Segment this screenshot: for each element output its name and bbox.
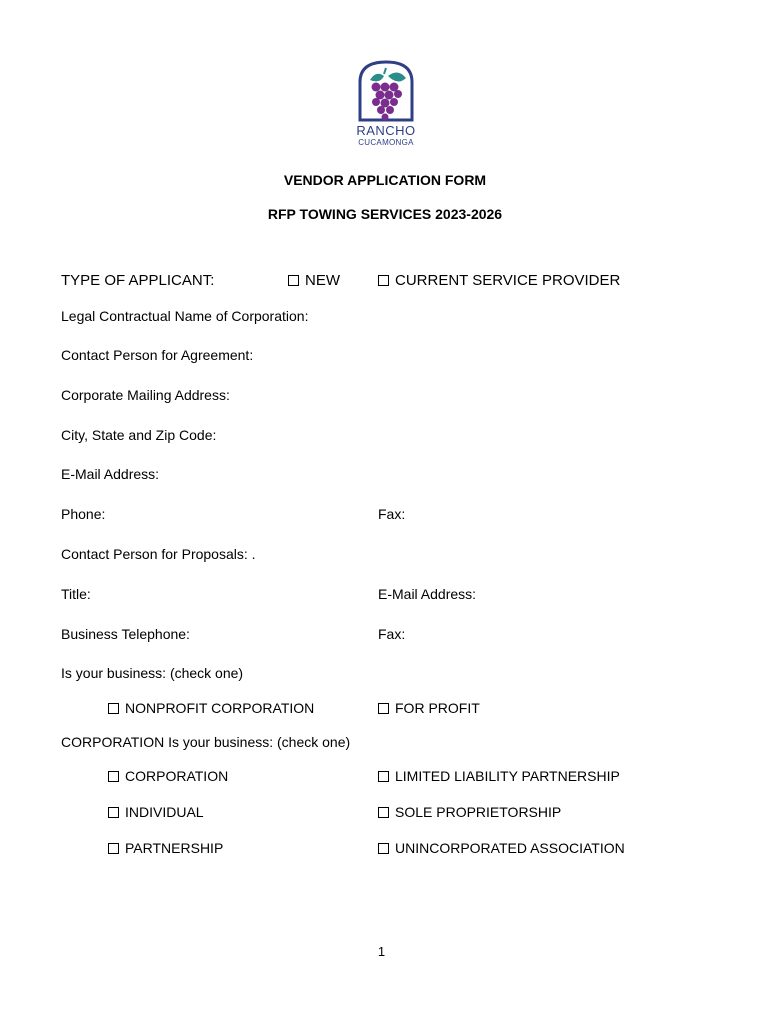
partnership-option[interactable] [108, 840, 223, 856]
nonprofit-label: NONPROFIT CORPORATION [125, 700, 315, 716]
legal-name-label: Legal Contractual Name of Corporation: [61, 308, 309, 324]
logo-text-cucamonga: CUCAMONGA [358, 138, 414, 147]
fax-label: Fax: [378, 506, 406, 522]
current-provider-checkbox[interactable] [378, 275, 389, 286]
individual-checkbox[interactable] [108, 807, 119, 818]
sole-proprietorship-label: SOLE PROPRIETORSHIP [395, 804, 562, 820]
unincorporated-checkbox[interactable] [378, 843, 389, 854]
phone-label: Phone: [61, 506, 106, 522]
applicant-current-option[interactable] [378, 272, 620, 289]
fax2-label: Fax: [378, 626, 406, 642]
unincorporated-option[interactable] [378, 840, 625, 856]
mailing-address-label: Corporate Mailing Address: [61, 387, 230, 403]
nonprofit-option[interactable] [108, 700, 314, 716]
email-label: E-Mail Address: [61, 466, 160, 482]
new-label: NEW [305, 272, 340, 289]
partnership-label: PARTNERSHIP [125, 840, 224, 856]
email2-label: E-Mail Address: [378, 586, 477, 602]
forprofit-label: FOR PROFIT [395, 700, 480, 716]
business-check-label: Is your business: (check one) [61, 665, 244, 681]
individual-option[interactable] [108, 804, 204, 820]
unincorporated-label: UNINCORPORATED ASSOCIATION [395, 840, 625, 856]
contact-agreement-label: Contact Person for Agreement: [61, 347, 254, 363]
applicant-type-label: TYPE OF APPLICANT: [61, 272, 215, 289]
llp-option[interactable] [378, 768, 620, 784]
forprofit-checkbox[interactable] [378, 703, 389, 714]
individual-label: INDIVIDUAL [125, 804, 204, 820]
new-checkbox[interactable] [288, 275, 299, 286]
corp-check-label: CORPORATION Is your business: (check one) [61, 734, 351, 750]
contact-proposals-label: Contact Person for Proposals: . [61, 546, 256, 562]
corporation-option[interactable] [108, 768, 228, 784]
sole-proprietorship-checkbox[interactable] [378, 807, 389, 818]
title-label: Title: [61, 586, 91, 602]
partnership-checkbox[interactable] [108, 843, 119, 854]
forprofit-option[interactable] [378, 700, 480, 716]
corporation-label: CORPORATION [125, 768, 229, 784]
form-subtitle: RFP TOWING SERVICES 2023-2026 [267, 206, 503, 222]
business-telephone-label: Business Telephone: [61, 626, 190, 642]
current-provider-label: CURRENT SERVICE PROVIDER [395, 272, 621, 289]
city-state-zip-label: City, State and Zip Code: [61, 427, 217, 443]
page-number: 1 [377, 944, 386, 959]
form-title: VENDOR APPLICATION FORM [283, 172, 487, 188]
llp-checkbox[interactable] [378, 771, 389, 782]
logo-text-rancho: RANCHO [356, 123, 416, 138]
nonprofit-checkbox[interactable] [108, 703, 119, 714]
applicant-new-option[interactable] [288, 272, 340, 289]
sole-proprietorship-option[interactable] [378, 804, 561, 820]
corporation-checkbox[interactable] [108, 771, 119, 782]
llp-label: LIMITED LIABILITY PARTNERSHIP [395, 768, 620, 784]
